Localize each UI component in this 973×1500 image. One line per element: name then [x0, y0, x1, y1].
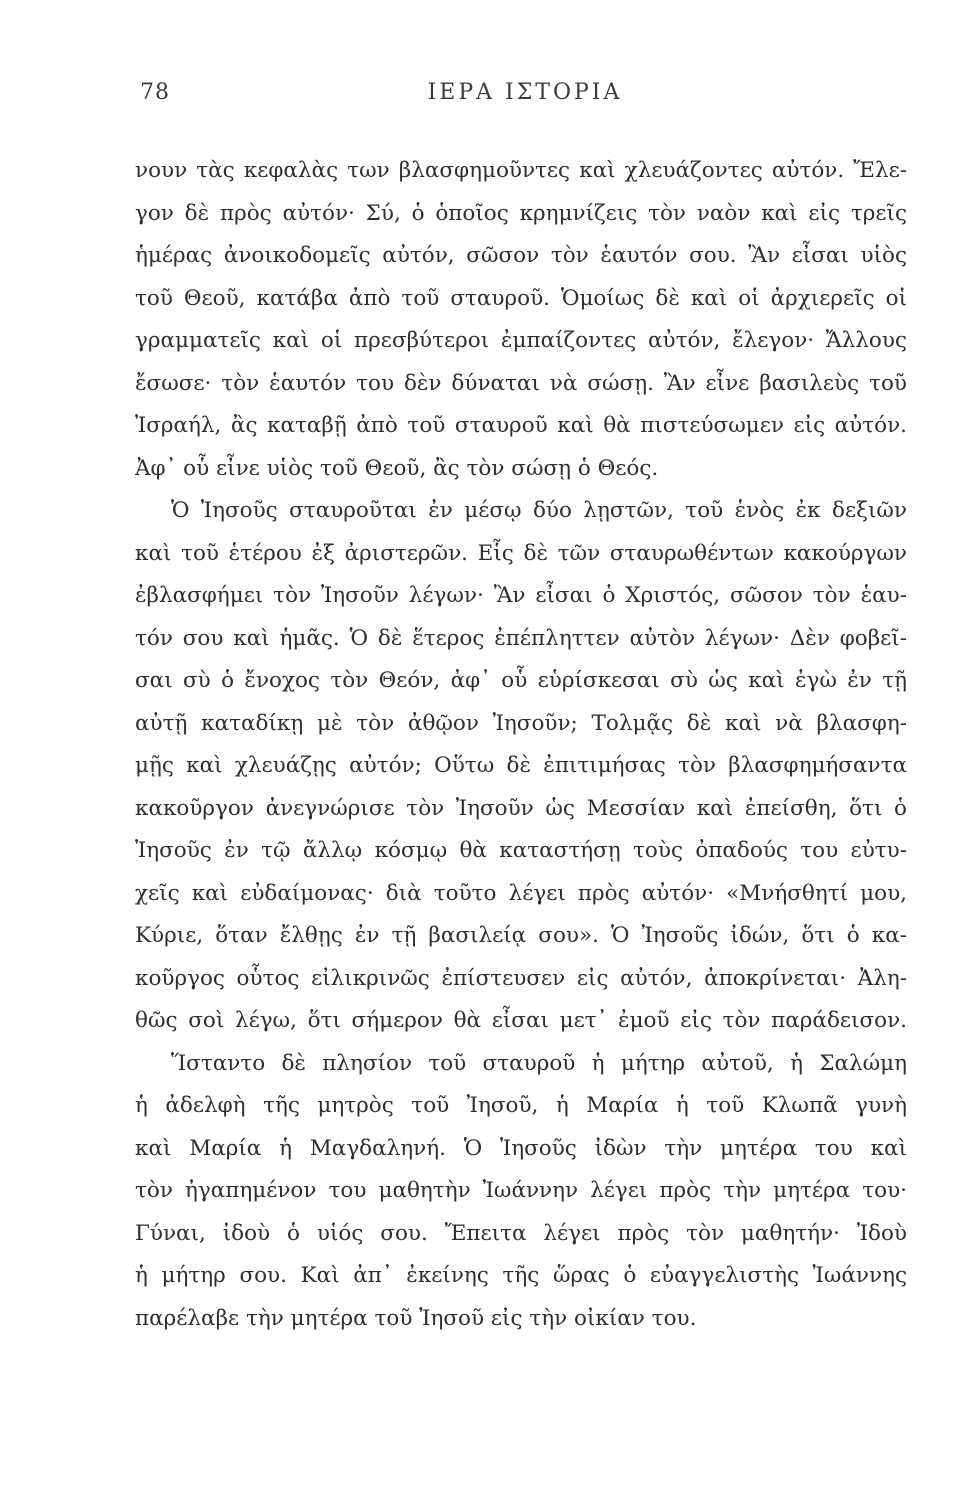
text-line: κοῦργος οὗτος εἰλικρινῶς ἐπίστευσεν εἰς αὐτόν, ἀποκρίνεται· Ἀλη- [135, 965, 907, 991]
text-line: καὶ Μαρία ἡ Μαγδαληνή. Ὁ Ἰησοῦς ἰδὼν τὴν μητέρα του καὶ [135, 1135, 907, 1161]
body-text [135, 150, 907, 1340]
text-line: ἐβλασφήμει τὸν Ἰησοῦν λέγων· Ἂν εἶσαι ὁ Χριστός, σῶσον τὸν ἑαυ- [135, 583, 907, 608]
text-line: ἡ ἀδελφὴ τῆς μητρὸς τοῦ Ἰησοῦ, ἡ Μαρία ἡ τοῦ Κλωπᾶ γυνὴ [135, 1093, 907, 1118]
text-line: ἡμέρας ἀνοικοδομεῖς αὐτόν, σῶσον τὸν ἑαυτόν σου. Ἂν εἶσαι υἱὸς [135, 243, 907, 268]
text-line: Ἀφ᾿ οὗ εἶνε υἱὸς τοῦ Θεοῦ, ἂς τὸν σώσῃ ὁ Θεός. [135, 455, 659, 481]
text-line: σαι σὺ ὁ ἔνοχος τὸν Θεόν, ἀφ᾿ οὗ εὑρίσκεσαι σὺ ὡς καὶ ἐγὼ ἐν τῇ [135, 668, 907, 693]
text-line: χεῖς καὶ εὐδαίμονας· διὰ τοῦτο λέγει πρὸς αὐτόν· «Μνήσθητί μου, [135, 880, 907, 906]
text-line: Κύριε, ὅταν ἔλθῃς ἐν τῇ βασιλείᾳ σου». Ὁ Ἰησοῦς ἰδών, ὅτι ὁ κα- [135, 923, 907, 948]
text-line: νουν τὰς κεφαλὰς των βλασφημοῦντες καὶ χλευάζοντες αὐτόν. Ἔλε- [135, 158, 907, 183]
text-line: αὐτῇ καταδίκῃ μὲ τὸν ἀθῷον Ἰησοῦν; Τολμᾷς δὲ καὶ νὰ βλασφη- [135, 710, 907, 736]
page-number: 78 [140, 80, 170, 105]
running-title: ΙΕΡΑ ΙΣΤΟΡΙΑ [427, 80, 623, 105]
text-line: τοῦ Θεοῦ, κατάβα ἀπὸ τοῦ σταυροῦ. Ὁμοίως δὲ καὶ οἱ ἀρχιερεῖς οἱ [135, 285, 907, 311]
text-line: ἔσωσε· τὸν ἑαυτόν του δὲν δύναται νὰ σώσῃ. Ἂν εἶνε βασιλεὺς τοῦ [135, 370, 907, 396]
text-line: Ἰσραήλ, ἂς καταβῇ ἀπὸ τοῦ σταυροῦ καὶ θὰ πιστεύσωμεν εἰς αὐτόν. [135, 413, 907, 438]
text-line: μῇς καὶ χλευάζῃς αὐτόν; Οὕτω δὲ ἐπιτιμήσας τὸν βλασφημήσαντα [135, 753, 907, 778]
text-line: Ὁ Ἰησοῦς σταυροῦται ἐν μέσῳ δύο λῃστῶν, τοῦ ἑνὸς ἐκ δεξιῶν [171, 498, 907, 523]
text-line: γραμματεῖς καὶ οἱ πρεσβύτεροι ἐμπαίζοντες αὐτόν, ἔλεγον· Ἄλλους [135, 328, 907, 353]
text-line: τόν σου καὶ ἡμᾶς. Ὁ δὲ ἕτερος ἐπέπληττεν αὐτὸν λέγων· Δὲν φοβεῖ- [135, 625, 907, 651]
text-line: τὸν ἠγαπημένον του μαθητὴν Ἰωάννην λέγει πρὸς τὴν μητέρα του· [135, 1178, 907, 1203]
page-header [140, 80, 910, 120]
text-line: κακοῦργον ἀνεγνώρισε τὸν Ἰησοῦν ὡς Μεσσίαν καὶ ἐπείσθη, ὅτι ὁ [135, 795, 907, 821]
text-line: Ἵσταντο δὲ πλησίον τοῦ σταυροῦ ἡ μήτηρ αὐτοῦ, ἡ Σαλώμη [171, 1050, 907, 1076]
text-line: ἡ μήτηρ σου. Καὶ ἀπ᾿ ἐκείνης τῆς ὥρας ὁ εὐαγγελιστὴς Ἰωάννης [135, 1263, 907, 1288]
text-line: καὶ τοῦ ἑτέρου ἐξ ἀριστερῶν. Εἷς δὲ τῶν σταυρωθέντων κακούργων [135, 540, 907, 566]
text-line: γον δὲ πρὸς αὐτόν· Σύ, ὁ ὁποῖος κρημνίζεις τὸν ναὸν καὶ εἰς τρεῖς [135, 200, 907, 226]
text-line: Γύναι, ἰδοὺ ὁ υἱός σου. Ἔπειτα λέγει πρὸς τὸν μαθητήν· Ἰδοὺ [135, 1220, 907, 1246]
text-line: θῶς σοὶ λέγω, ὅτι σήμερον θὰ εἶσαι μετ᾿ ἐμοῦ εἰς τὸν παράδεισον. [135, 1008, 907, 1033]
text-line: παρέλαβε τὴν μητέρα τοῦ Ἰησοῦ εἰς τὴν οἰκίαν του. [135, 1305, 697, 1331]
text-line: Ἰησοῦς ἐν τῷ ἄλλῳ κόσμῳ θὰ καταστήσῃ τοὺς ὀπαδούς του εὐτυ- [135, 838, 907, 863]
